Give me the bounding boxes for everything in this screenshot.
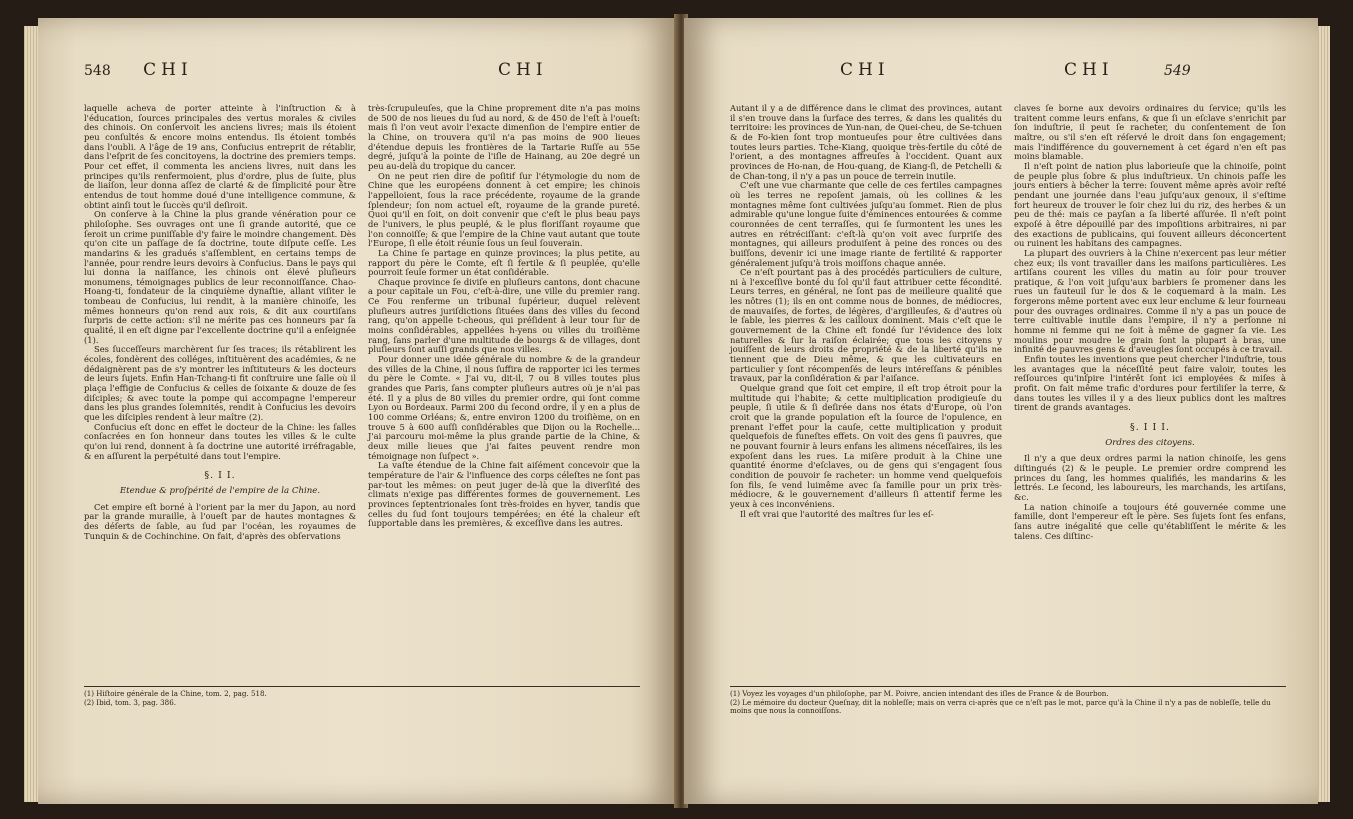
footnote-rule (730, 686, 1286, 687)
paragraph: Il n'eſt point de nation plus laborieuſe que la chinoiſe, point de peuple plus ſobre & plus induſtrieux. Un chinois paſſe les jours entiers à bêcher la terre: ſouvent même après avoir reſté pendant une journée dans l'eau juſqu'aux genoux, il s'eſtime fort heureux de trouver le ſoir chez lui du riz, des herbes & un peu de thé: mais ce payſan a ſa liberté aſſurée. Il n'eſt point expoſé à être dépouillé par des impoſitions arbitraires, ni par des exactions de publicains, qui ſouvent ailleurs déconcertent ou ruinent les habitans des campagnes. (1014, 160, 1286, 249)
paragraph: C'eſt une vue charmante que celle de ces fertiles campagnes où les terres ne repoſent jamais, où les collines & les montagnes même ſont cultivées juſqu'au ſommet. Rien de plus admirable qu'une longue ſuite d'éminences entourées & comme couronnées de cent terraſſes, qui ſe ſurmontent les unes les autres en rétréciſſant: c'eſt-là qu'on voit avec ſurpriſe des montagnes, qui ailleurs produiſent à peine des ronces ou des buiſſons, devenir ici une image riante de fertilité & rapporter généralement juſqu'à trois moiſſons chaque année. (730, 180, 1002, 268)
paragraph: très-ſcrupuleuſes, que la Chine proprement dite n'a pas moins de 500 de nos lieues du ſud au nord, & de 450 de l'eſt à l'oueſt: mais ſi l'on veut avoir l'exacte dimenſion de l'empire entier de la Chine, on trouvera qu'il n'a pas moins de 900 lieues d'étendue depuis les frontières de la Tartarie Ruſſe au 55e degré, juſqu'à la pointe de l'iſle de Hainang, au 20e degré un peu au-delà du tropique du cancer. (368, 103, 640, 171)
left-page (38, 18, 678, 804)
paragraph: Enfin toutes les inventions que peut chercher l'induſtrie, tous les avantages que la néceſſité peut faire valoir, toutes les reſſources qu'inſpire l'intérêt ſont ici employées & miſes à profit. On fait même trafic d'ordures pour fertiliſer la terre, & dans toutes les villes il y a des lieux publics dont les maîtres tirent de grands avantages. (1014, 354, 1286, 413)
right-page-header-right (1064, 60, 1191, 80)
right-header-term-1: CHI (840, 60, 890, 80)
right-page (684, 18, 1318, 804)
left-page-column-1 (84, 104, 356, 541)
footnote: (2) Ibid, tom. 3, pag. 386. (84, 697, 176, 707)
footnote: (1) Hiſtoire générale de la Chine, tom. 2, pag. 518. (84, 689, 267, 698)
left-footnotes (84, 690, 640, 707)
section-title: §. I I I. (1129, 422, 1171, 433)
right-header-term-2: CHI (1064, 60, 1114, 80)
right-page-edges (1316, 26, 1330, 802)
paragraph: Quelque grand que ſoit cet empire, il eſt trop étroit pour la multitude qui l'habite; & cette multiplication prodigieuſe du peuple, ſi utile & ſi deſirée dans nos états d'Europe, où l'on croit que la grande population eſt la ſource de l'opulence, en prenant l'effet pour la cauſe, cette multiplication y produit quelquefois de funeſtes effets. On voit des gens ſi pauvres, que ne pouvant fournir à leurs enfans les alimens néceſſaires, ils les expoſent dans les rues. La miſère produit à la Chine une quantité énorme d'eſclaves, ou de gens qui s'engagent ſous condition de pouvoir ſe racheter: un homme vend quelquefois ſon fils, ſe vend luimême avec ſa famille pour un prix très-médiocre, & le gouvernement d'ailleurs ſi attentif ferme les yeux à ces inconvéniens. (730, 383, 1002, 509)
paragraph: Confucius eſt donc en effet le docteur de la Chine: les ſalles conſacrées en ſon honneur dans toutes les villes & le culte qu'on lui rend, donnent à ſa doctrine une autorité irréfragable, & en aſſurent la perpétuité dans tout l'empire. (84, 421, 356, 461)
paragraph: Ce n'eſt pourtant pas à des procédés particuliers de culture, ni à l'exceſſive bonté du ſol qu'il faut attribuer cette fécondité. Leurs terres, en général, ne ſont pas de meilleure qualité que les nôtres (1); ils en ont comme nous de bonnes, de médiocres, de mauvaiſes, de fortes, de légères, d'argilleuſes, & d'autres où le ſable, les pierres & les cailloux dominent. Mais c'eſt que le gouvernement de la Chine eſt fondé ſur l'évidence des loix naturelles & ſur la raiſon éclairée; que tous les citoyens y jouiſſent de leurs droits de propriété & de la liberté qu'ils ne tiennent que de Dieu même, & que les cultivateurs en particulier y ſont récompenſés de leurs intéreſſans & pénibles travaux, par la conſidération & par l'aiſance. (730, 267, 1002, 384)
paragraph: claves ſe borne aux devoirs ordinaires du ſervice; qu'ils les traitent comme leurs enfans, & que ſi un eſclave s'enrichit par ſon induſtrie, il peut ſe racheter, du conſentement de ſon maître, ou s'il s'en eſt réſervé le droit dans ſon engagement; mais l'indifférence du gouvernement à cet égard n'en eſt pas moins blamable. (1014, 103, 1286, 162)
paragraph: laquelle acheva de porter atteinte à l'inſtruction & à l'éducation, ſources principales des vertus morales & civiles des chinois. On conſervoit les anciens livres; mais ils étoient peu conſultés & encore moins entendus. Ils étoient tombés dans l'oubli. A l'âge de 19 ans, Confucius entreprit de rétablir, dans l'eſprit de ſes concitoyens, la doctrine des premiers temps. Pour cet effet, il commenta les anciens livres, nuit dans les principes qu'ils renfermoient, plus d'ordre, plus de ſuite, plus de liaiſon, leur donna aſſez de clarté & de ſimplicité pour être entendus de tout homme doué d'une intelligence commune, & obtint ainſi tout le ſuccès qu'il deſiroit. (84, 103, 356, 210)
right-page-column-1 (730, 104, 1002, 519)
footnote-rule (84, 686, 640, 687)
left-page-column-2 (368, 104, 640, 529)
paragraph: Il eſt vrai que l'autorité des maîtres ſur les eſ- (740, 508, 934, 519)
left-header-term-1: CHI (143, 60, 193, 80)
paragraph: Ses ſucceſſeurs marchèrent ſur ſes traces; ils rétablirent les écoles, fondèrent des colléges, inſtituèrent des académies, & ne dédaignèrent pas de s'y montrer les inſtituteurs & les docteurs de leurs ſujets. Enfin Han-Tchang-ti fit conſtruire une ſalle où il plaça l'effigie de Confucius & celles de ſoixante & douze de ſes diſciples; & avec toute la pompe qui accompagne l'empereur dans les plus grandes ſolemnités, rendit à Confucius les devoirs que les diſciples rendent à leur maître (2). (84, 344, 356, 422)
right-page-number: 549 (1163, 63, 1191, 79)
section-subtitle: Ordres des citoyens. (1105, 437, 1195, 448)
left-page-number: 548 (84, 63, 111, 79)
paragraph: La vaſte étendue de la Chine fait aiſément concevoir que la température de l'air & l'influence des corps céleſtes ne ſont pas par-tout les mêmes: on peut juger de-là que la diverſité des climats n'exige pas différentes formes de gouvernement. Les provinces ſeptentrionales ſont très-froides en hyver, tandis que celles du ſud ſont toujours tempérées; en été la chaleur eſt ſupportable dans les premières, & exceſſive dans les autres. (368, 460, 640, 529)
paragraph: Il n'y a que deux ordres parmi la nation chinoiſe, les gens diſtingués (2) & le peuple. Le premier ordre comprend les princes du ſang, les hommes qualifiés, les mandarins & les lettrés. Le ſecond, les laboureurs, les marchands, les artiſans, &c. (1014, 453, 1286, 502)
left-page-header-left (84, 60, 193, 80)
paragraph: La nation chinoiſe a toujours été gouvernée comme une famille, dont l'empereur eſt le père. Ses ſujets ſont ſes enfans, ſans autre inégalité que celle qu'établiſſent le mérite & les talens. Ces diſtinc- (1014, 501, 1286, 541)
paragraph: On conſerve à la Chine la plus grande vénération pour ce philoſophe. Ses ouvrages ont une ſi grande autorité, que ce ſeroit un crime puniſſable d'y faire le moindre changement. Dès qu'on cite un paſſage de ſa doctrine, toute diſpute ceſſe. Les mandarins & les gradués s'aſſemblent, en certains temps de l'année, pour rendre leurs devoirs à Confucius. Dans le pays qui lui donna la naiſſance, les chinois ont élevé pluſieurs monumens, témoignages publics de leur reconnoiſſance. Chao-Hoang-ti, fondateur de la cinquième dynaſtie, allant viſiter le tombeau de Confucius, lui rendit, à la manière chinoiſe, les mêmes honneurs qu'on rend aux rois, & dit aux courtiſans ſurpris de cette action: s'il ne mérite pas ces honneurs par ſa qualité, il en eſt digne par l'excellente doctrine qu'il a enſeignée (1). (84, 209, 356, 345)
paragraph: Pour donner une idée générale du nombre & de la grandeur des villes de la Chine, il nous ſuffira de rapporter ici les termes du père le Comte. « J'ai vu, dit-il, 7 ou 8 villes toutes plus grandes que Paris, ſans compter pluſieurs autres où je n'ai pas été. Il y a plus de 80 villes du premier ordre, qui ſont comme Lyon ou Bordeaux. Parmi 200 du ſecond ordre, il y en a plus de 100 comme Orléans; &, entre environ 1200 du troiſième, on en trouve 5 à 600 auſſi conſidérables que Dijon ou la Rochelle... J'ai parcouru moi-même la plus grande partie de la Chine, & deux mille lieues que j'ai faites peuvent rendre mon témoignage non ſuſpect ». (368, 354, 640, 461)
footnote: (2) Le mémoire du docteur Queſnay, dit la nobleſſe; mais on verra ci-après que ce n'eſt pas le mot, parce qu'à la Chine il n'y a pas de nobleſſe, telle du moins que nous la connoiſſons. (730, 697, 1271, 716)
right-footnotes (730, 690, 1286, 716)
paragraph: Cet empire eſt borné à l'orient par la mer du Japon, au nord par la grande muraille, à l'oueſt par de hautes montagnes & des déſerts de ſable, au ſud par l'océan, les royaumes de Tunquin & de Cochinchine. On fait, d'après des obſervations (84, 501, 356, 541)
right-page-column-2 (1014, 104, 1286, 541)
paragraph: Chaque province ſe diviſe en pluſieurs cantons, dont chacune a pour capitale un Fou, c'eſt-à-dire, une ville du premier rang. Ce Fou renferme un tribunal ſupérieur, duquel relèvent pluſieurs autres juriſdictions ſituées dans des villes du ſecond rang, qu'on appelle t-cheous, qui préſident à leur tour ſur de moins conſidérables, appellées h-yens ou villes du troiſième rang, ſans parler d'une multitude de bourgs & de villages, dont pluſieurs ſont auſſi grands que nos villes. (368, 276, 640, 355)
left-header-term-2: CHI (498, 60, 548, 80)
section-subtitle: Etendue & proſpérité de l'empire de la Chine. (119, 485, 321, 496)
paragraph: La Chine ſe partage en quinze provinces; la plus petite, au rapport du père le Comte, eſt ſi fertile & ſi peuplée, qu'elle pourroit ſeule former un état conſidérable. (368, 247, 640, 278)
paragraph: On ne peut rien dire de poſitif ſur l'étymologie du nom de Chine que les européens donnent à cet empire; les chinois l'appelloient, ſous la race précédente, royaume de la grande ſplendeur; ſon nom actuel eſt, royaume de la grande pureté. Quoi qu'il en ſoit, on doit convenir que c'eſt le plus beau pays de l'univers, le plus peuplé, & le plus floriſſant royaume que l'on connoiſſe; & que l'empire de la Chine vaut autant que toute l'Europe, ſi elle étoit réunie ſous un ſeul ſouverain. (368, 170, 640, 249)
paragraph: Autant il y a de différence dans le climat des provinces, autant il s'en trouve dans la ſurface des terres, & dans les qualités du territoire: les provinces de Yun-nan, de Quei-cheu, de Se-tchuen & de Fo-kien ſont trop montueuſes pour être cultivées dans toutes leurs parties. Tche-Kiang, quoique très-fertile du côté de l'orient, a des montagnes affreuſes à l'occident. Quant aux provinces de Ho-nan, de Hou-quang, de Kiang-ſi, de Petchelli & de Chan-tong, il n'y a pas un pouce de terrein inutile. (730, 103, 1002, 181)
paragraph: La plupart des ouvriers à la Chine n'exercent pas leur métier chez eux; ils vont travailler dans les maiſons particulières. Les artiſans courent les villes du matin au ſoir pour trouver pratique, & l'on voit juſqu'aux barbiers ſe promener dans les rues un fauteuil ſur le dos & le coquemard à la main. Les forgerons même portent avec eux leur enclume & leur fourneau pour des ouvrages ordinaires. Comme il n'y a pas un pouce de terre cultivable inutile dans l'empire, il n'y a perſonne ni homme ni femme qui ne ſoit à même de gagner ſa vie. Les moulins pour moudre le grain ſont la plupart à bras, une infinité de pauvres gens & d'aveugles ſont occupés à ce travail. (1014, 247, 1286, 355)
section-title: §. I I. (204, 470, 236, 482)
footnote: (1) Voyez les voyages d'un philoſophe, par M. Poivre, ancien intendant des iſles de France & de Bourbon. (730, 689, 1109, 698)
